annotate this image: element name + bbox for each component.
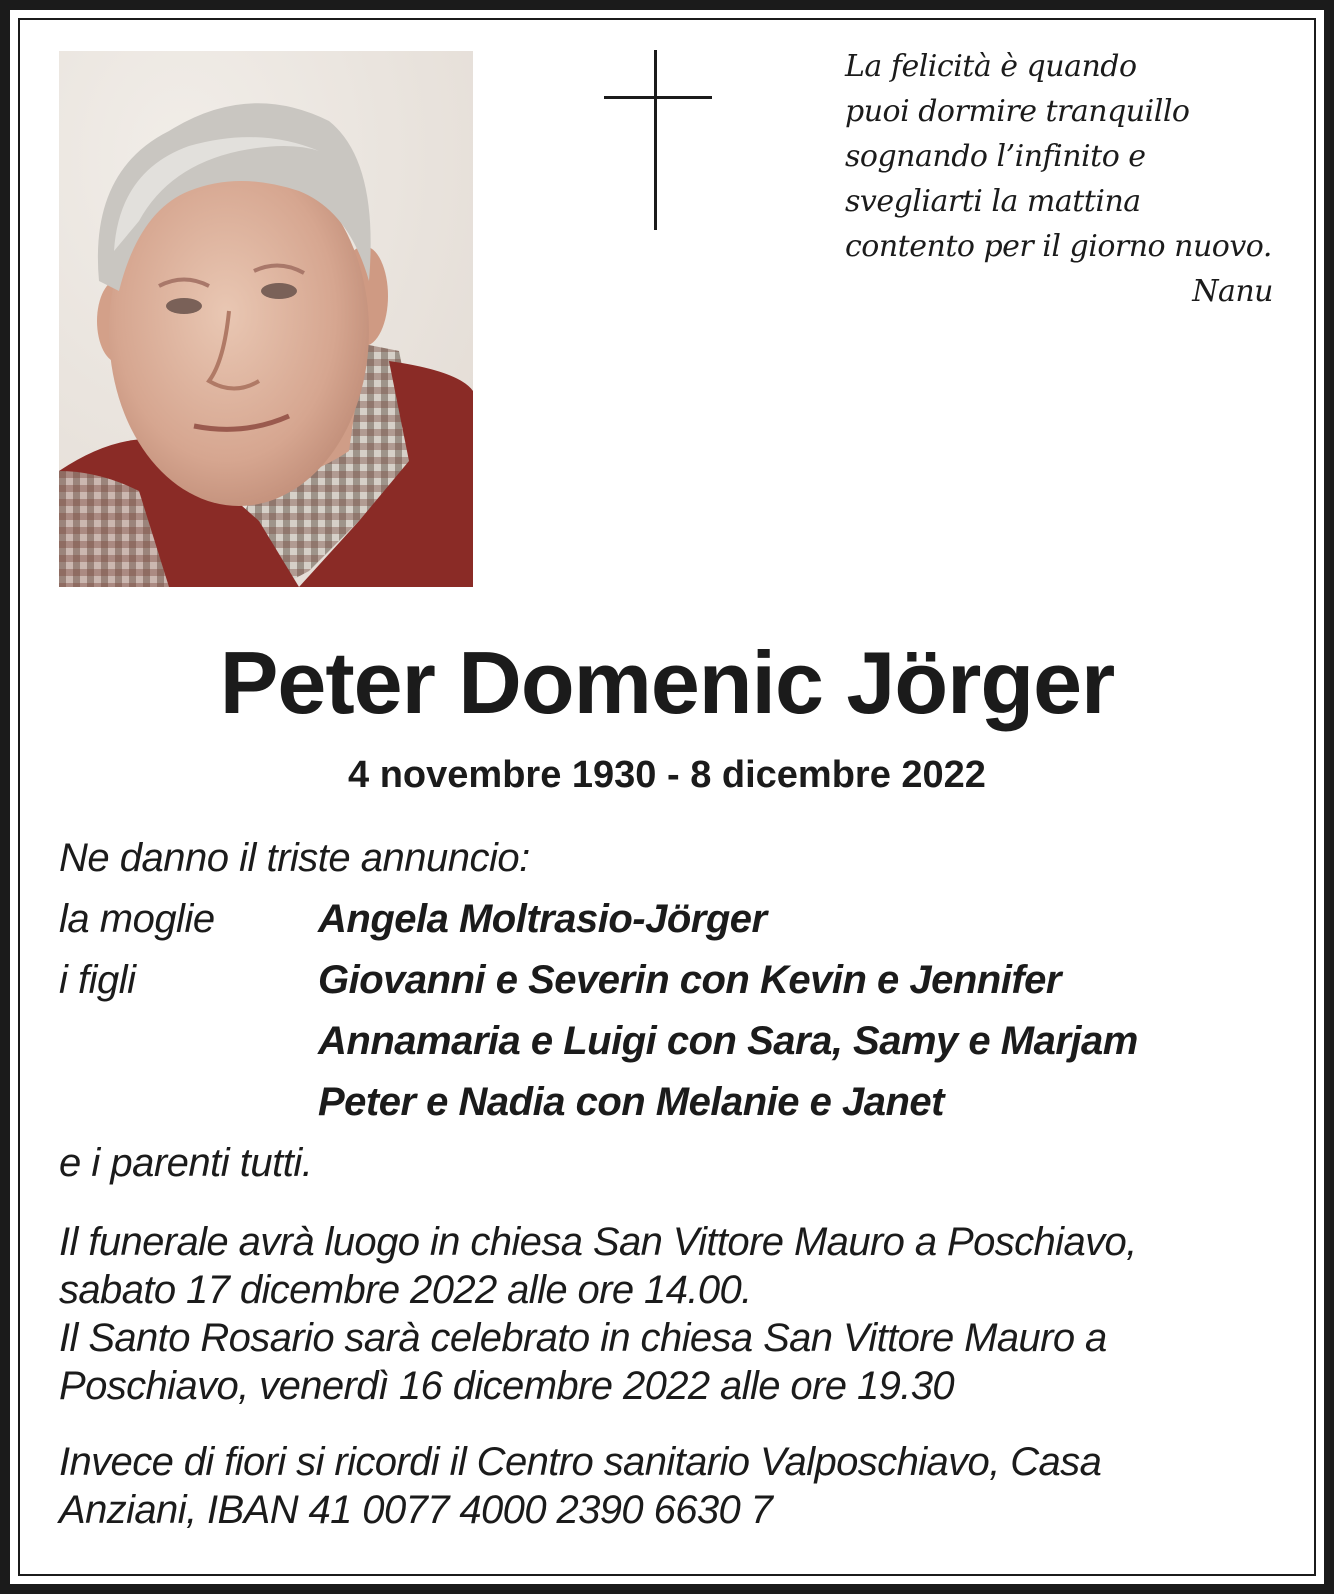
portrait-image <box>59 51 473 587</box>
children-line: Annamaria e Luigi con Sara, Samy e Marjam <box>318 1019 1138 1063</box>
funeral-info <box>59 1218 1309 1410</box>
relatives-line: e i parenti tutti. <box>59 1141 313 1185</box>
donation-line: Anziani, IBAN 41 0077 4000 2390 6630 7 <box>59 1488 773 1532</box>
poem-line: contento per il giorno nuovo. <box>845 229 1272 264</box>
poem-author: Nanu <box>1192 274 1273 309</box>
life-dates: 4 novembre 1930 - 8 dicembre 2022 <box>348 754 986 796</box>
children-line: Giovanni e Severin con Kevin e Jennifer <box>318 958 1061 1002</box>
children-line: Peter e Nadia con Melanie e Janet <box>318 1080 944 1124</box>
donation-line: Invece di fiori si ricordi il Centro sanitario Valposchiavo, Casa <box>59 1440 1102 1484</box>
poem-line: svegliarti la mattina <box>845 184 1141 219</box>
portrait-photo <box>59 51 473 587</box>
children-label: i figli <box>59 958 136 1002</box>
cross-icon <box>604 50 712 230</box>
funeral-line: sabato 17 dicembre 2022 alle ore 14.00. <box>59 1268 752 1312</box>
poem-line: puoi dormire tranquillo <box>845 94 1190 129</box>
poem-line: sognando l’infinito e <box>845 139 1146 174</box>
poem-line: La felicità è quando <box>845 49 1137 84</box>
announcement-intro: Ne danno il triste annuncio: <box>59 836 530 880</box>
funeral-line: Il funerale avrà luogo in chiesa San Vittore Mauro a Poschiavo, <box>59 1220 1137 1264</box>
funeral-line: Poschiavo, venerdì 16 dicembre 2022 alle ore 19.30 <box>59 1364 955 1408</box>
wife-label: la moglie <box>59 897 215 941</box>
donation-info <box>59 1438 1309 1534</box>
deceased-name: Peter Domenic Jörger <box>219 633 1115 732</box>
wife-name: Angela Moltrasio-Jörger <box>318 897 767 941</box>
poem-quote <box>845 44 1275 314</box>
funeral-line: Il Santo Rosario sarà celebrato in chiesa San Vittore Mauro a <box>59 1316 1107 1360</box>
